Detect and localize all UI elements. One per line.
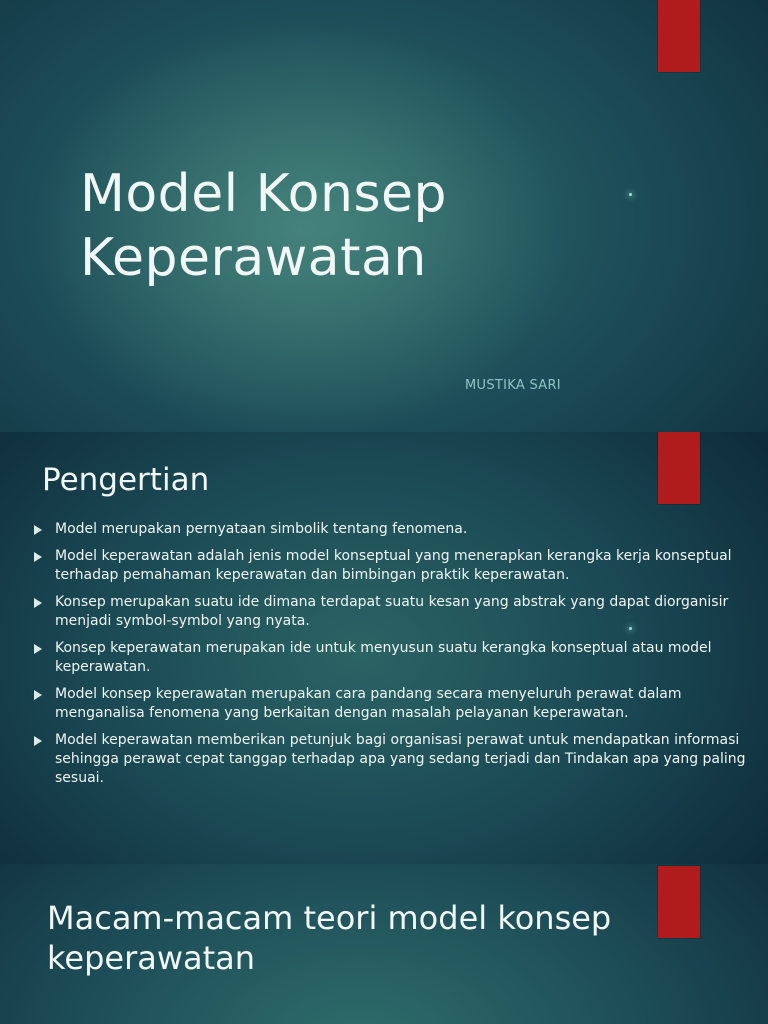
slide-1-title[interactable] <box>0 0 768 432</box>
triangle-bullet-icon <box>34 690 42 700</box>
slide-title: Macam-macam teori model konsep keperawatan <box>47 899 612 977</box>
triangle-bullet-icon <box>34 644 42 654</box>
bullet-text: Model merupakan pernyataan simbolik tentang fenomena. <box>55 521 468 537</box>
presentation-title: Model Konsep Keperawatan <box>80 164 448 288</box>
section-heading: Pengertian <box>42 462 210 498</box>
bullet-list <box>34 520 754 796</box>
bullet-text: Model keperawatan adalah jenis model konseptual yang menerapkan kerangka kerja konseptual terhadap pemahaman keperawatan dan bimbingan praktik keperawatan. <box>55 548 732 583</box>
slide-2-pengertian[interactable] <box>0 432 768 864</box>
bullet-item <box>34 593 754 631</box>
sparkle-decoration <box>629 193 632 196</box>
accent-bar <box>658 866 700 938</box>
accent-bar <box>658 432 700 504</box>
bullet-text: Model keperawatan memberikan petunjuk bagi organisasi perawat untuk mendapatkan informasi sehingga perawat cepat tanggap terhadap apa yang sedang terjadi dan Tindakan apa yang paling sesuai. <box>55 732 746 786</box>
bullet-item <box>34 547 754 585</box>
triangle-bullet-icon <box>34 525 42 535</box>
bullet-text: Konsep merupakan suatu ide dimana terdapat suatu kesan yang abstrak yang dapat diorganisir menjadi symbol-symbol yang nyata. <box>55 594 729 629</box>
bullet-item <box>34 685 754 723</box>
accent-bar <box>658 0 700 72</box>
bullet-item <box>34 731 754 788</box>
bullet-text: Model konsep keperawatan merupakan cara pandang secara menyeluruh perawat dalam menganalisa fenomena yang berkaitan dengan masalah pelayanan keperawatan. <box>55 686 682 721</box>
bullet-item <box>34 639 754 677</box>
author-name: MUSTIKA SARI <box>465 378 561 393</box>
triangle-bullet-icon <box>34 736 42 746</box>
triangle-bullet-icon <box>34 552 42 562</box>
slide-3-teori[interactable] <box>0 864 768 1024</box>
triangle-bullet-icon <box>34 598 42 608</box>
bullet-item <box>34 520 754 539</box>
bullet-text: Konsep keperawatan merupakan ide untuk menyusun suatu kerangka konseptual atau model keperawatan. <box>55 640 712 675</box>
